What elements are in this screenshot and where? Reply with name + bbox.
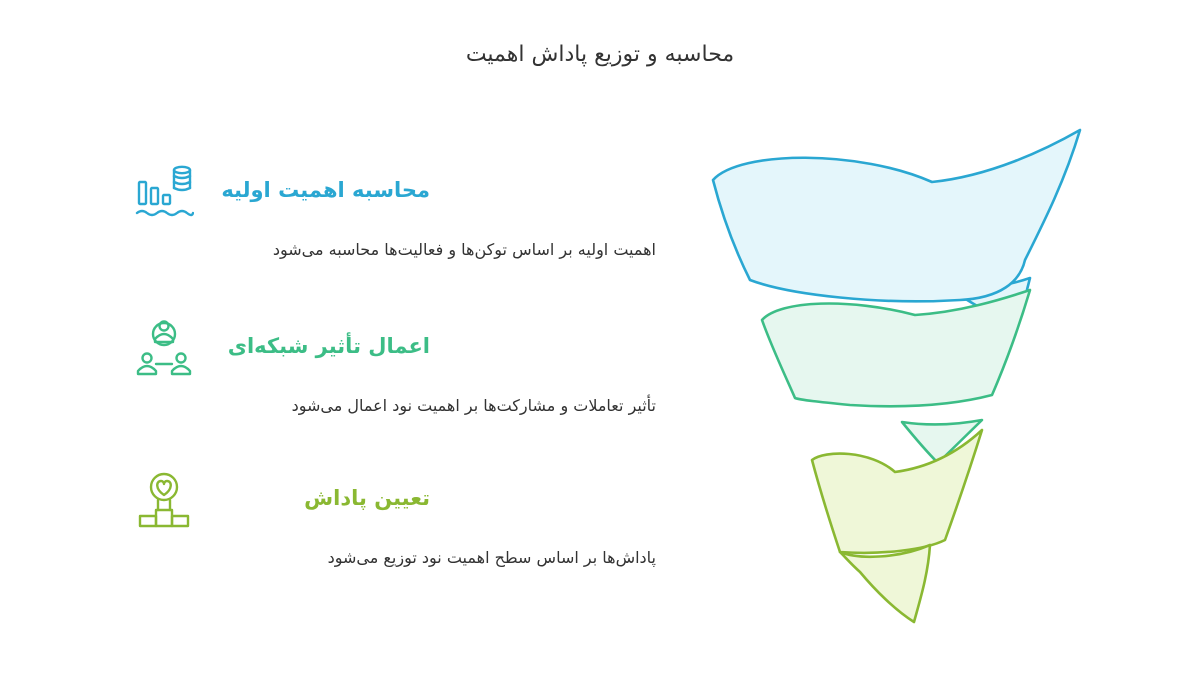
network-people-icon [134, 318, 194, 378]
step-3-description: پاداش‌ها بر اساس سطح اهمیت نود توزیع می‌شود [327, 548, 656, 567]
spiral-funnel-illustration [700, 120, 1100, 630]
funnel-lime-tip [840, 545, 930, 622]
bar-chart-database-icon [134, 162, 194, 222]
funnel-green-band [762, 290, 1030, 406]
funnel-blue-band [713, 130, 1080, 301]
step-2-heading: اعمال تأثیر شبکه‌ای [227, 334, 430, 358]
diagram-title: محاسبه و توزیع پاداش اهمیت [465, 42, 735, 67]
funnel-lime-band [812, 430, 982, 553]
step-1-heading: محاسبه اهمیت اولیه [221, 178, 430, 202]
step-1-description: اهمیت اولیه بر اساس توکن‌ها و فعالیت‌ها محاسبه می‌شود [272, 240, 656, 259]
heart-podium-icon [134, 470, 194, 530]
step-3-heading: تعیین پاداش [304, 486, 430, 510]
step-2-description: تأثیر تعاملات و مشارکت‌ها بر اهمیت نود اعمال می‌شود [291, 396, 656, 415]
